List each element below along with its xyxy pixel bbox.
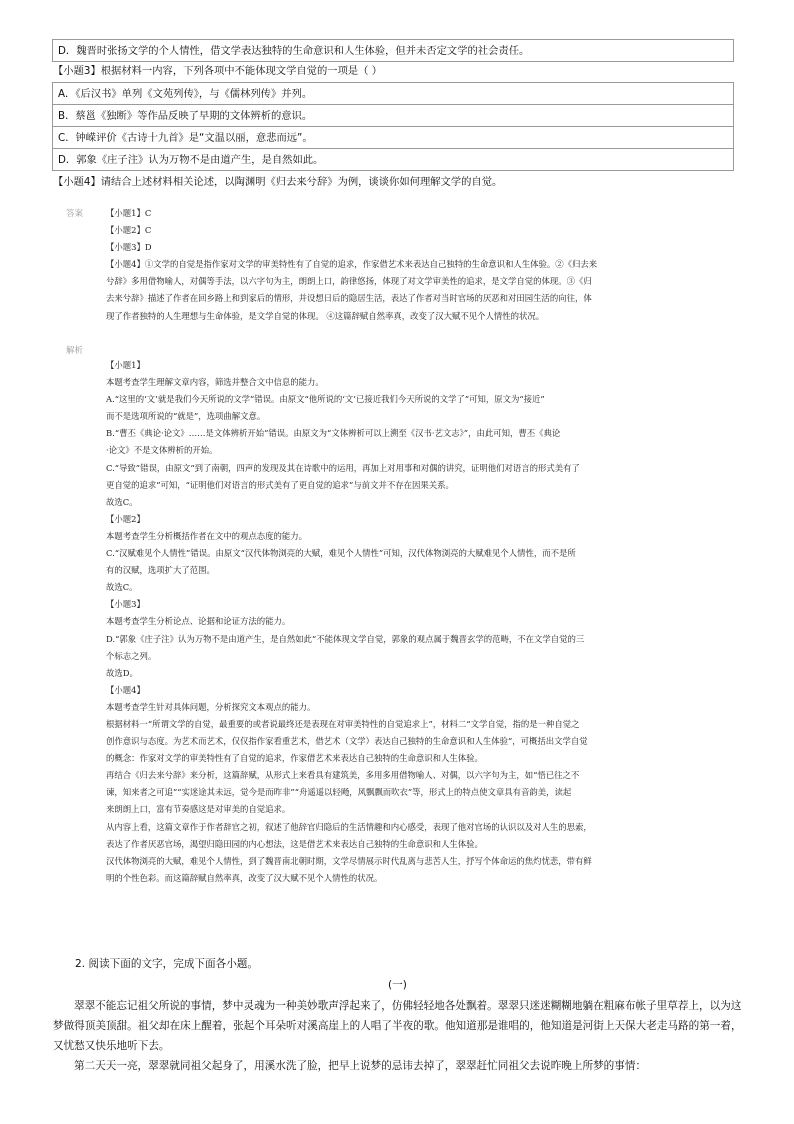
analysis-line: 故选C。 <box>106 496 138 507</box>
analysis-line: 【小题1】 <box>106 360 145 370</box>
analysis-line: 有的汉赋，选项扩大了范围。 <box>106 565 215 576</box>
analysis-line: 本题考查学生分析论点、论据和论证方法的能力。 <box>106 616 291 627</box>
answer-line: 【小题1】C <box>106 208 152 218</box>
q3-option-d[interactable] <box>52 148 734 171</box>
analysis-line: 而不是选项所说的“就是”，选项曲解文意。 <box>106 411 266 422</box>
analysis-line: 从内容上看，这篇文章作于作者辞官之初，叙述了他辞官归隐后的生活情趣和内心感受，表现了他对官场的认识以及对人生的思索， <box>106 821 592 832</box>
passage-line: 梦做得顶美顶甜。祖父却在床上醒着，张起个耳朵听对溪高崖上的人唱了半夜的歌。他知道那是谁唱的，他知道是河街上天保大老走马路的第一着， <box>53 1020 742 1032</box>
analysis-line: 故选D。 <box>106 667 138 678</box>
analysis-line: 再结合《归去来兮辞》来分析，这篇辞赋，从形式上来看具有建筑美，多用多用借物喻人、对偶，以六字句为主，如“悟已往之不 <box>106 770 580 781</box>
passage <box>53 996 743 1076</box>
analysis-line: 本题考查学生理解文章内容，筛选并整合文中信息的能力。 <box>106 377 324 388</box>
q4-stem: 【小题4】请结合上述材料相关论述，以陶渊明《归去来兮辞》为例，谈谈你如何理解文学的自觉。 <box>53 176 503 188</box>
analysis-line: 的概念：作家对文学的审美特性有了自觉的追求，作家借艺术来表达自己独特的生命意识和人生体验。 <box>106 753 483 764</box>
prev-option-d <box>52 39 734 62</box>
analysis-line: 更自觉的追求”可知，“证明他们对语言的形式美有了更自觉的追求”与前文并不存在因果关系。 <box>106 479 454 490</box>
q3-option-a[interactable] <box>52 82 734 105</box>
analysis-line: C.“导致”错误，由原文“到了南朝，四声的发现及其在诗歌中的运用，再加上对用事和对偶的讲究，证明他们对语言的形式美有了 <box>106 462 580 473</box>
passage-line: 翠翠不能忘记祖父所说的事情，梦中灵魂为一种美妙歌声浮起来了，仿佛轻轻地各处飘着。翠翠只迷迷糊糊地躺在粗麻布帐子里草荐上，以为这 <box>74 1000 742 1012</box>
q3-option-d-text: D．郭象《庄子注》认为万物不是由道产生，是自然如此。 <box>58 154 324 166</box>
q3-stem: 【小题3】根据材料一内容，下列各项中不能体现文学自觉的一项是（ ） <box>53 65 383 77</box>
analysis-line: 故选C。 <box>106 582 138 593</box>
analysis-line: 根据材料一“所谓文学的自觉，最重要的或者说最终还是表现在对审美特性的自觉追求上”，材料二“文学自觉，指的是一种自觉之 <box>106 718 580 729</box>
analysis-line: 明的个性色彩。而这篇辞赋自然率真，改变了汉大赋不见个人情性的状况。 <box>106 872 383 883</box>
answer-label: 答案 <box>66 209 84 219</box>
q3-option-c-text: C．钟嵘评价《古诗十九首》是“文温以丽，意悲而远”。 <box>58 132 313 144</box>
analysis-line: A.“这里的‘文’就是我们今天所说的文学”错误。由原文“他所说的‘文’已接近我们今天所说的文学了”可知，原文为“接近” <box>106 394 545 405</box>
q3-option-b-text: B．蔡邕《独断》等作品反映了早期的文体辨析的意识。 <box>58 110 313 122</box>
analysis-block <box>106 357 706 887</box>
analysis-line: 本题考查学生分析概括作者在文中的观点态度的能力。 <box>106 530 307 541</box>
passage-line: 第二天天一亮，翠翠就同祖父起身了，用溪水洗了脸，把早上说梦的忌讳去掉了，翠翠赶忙同祖父去说昨晚上所梦的事情： <box>74 1060 647 1072</box>
analysis-line: 来朗朗上口，富有节奏感这是对审美的自觉追求。 <box>106 804 291 815</box>
answer-line: 【小题2】C <box>106 225 152 236</box>
analysis-line: 【小题3】 <box>106 599 145 610</box>
analysis-line: C.“汉赋难见个人情性”错误。由原文“汉代体物浏亮的大赋，难见个人情性”可知，汉代体物浏亮的大赋难见个人情性，而不是所 <box>106 548 576 559</box>
analysis-line: 表达了作者厌恶官场，渴望归隐田园的内心想法，这是借艺术来表达自己独特的生命意识和人生体验。 <box>106 838 483 849</box>
prev-option-d-text: D．魏晋时张扬文学的个人情性，借文学表达独特的生命意识和人生体验，但并未否定文学的社会责任。 <box>58 45 530 57</box>
section2-part-heading: (一) <box>388 979 407 991</box>
q3-option-c[interactable] <box>52 126 734 149</box>
answer-block <box>106 205 706 325</box>
passage-line: 又忧愁又快乐地听下去。 <box>53 1040 170 1052</box>
q3-option-b[interactable] <box>52 104 734 127</box>
analysis-line: D.“郭象《庄子注》认为万物不是由道产生，是自然如此”不能体现文学自觉，郭象的观点属于魏晋玄学的范畴，不在文学自觉的三 <box>106 633 585 644</box>
q3-option-a-text: A．《后汉书》单列《文苑列传》，与《儒林列传》并列。 <box>58 88 313 100</box>
answer-line: 去来兮辞》描述了作者在回乡路上和到家后的情形，并设想日后的隐居生活，表达了作者对当时官场的厌恶和对田园生活的向往，体 <box>106 293 592 304</box>
analysis-line: 个标志之列。 <box>106 650 157 661</box>
answer-line: 【小题4】①文学的自觉是指作家对文学的审美特性有了自觉的追求，作家借艺术来表达自己独特的生命意识和人生体验。②《归去来 <box>106 259 598 270</box>
analysis-line: 汉代体物浏亮的大赋，难见个人情性，到了魏晋南北朝时期，文学尽情展示时代乱离与悲苦人生，抒写个体命运的焦灼忧悲，带有鲜 <box>106 855 592 866</box>
analysis-line: 【小题2】 <box>106 513 145 524</box>
answer-line: 【小题3】D <box>106 242 152 253</box>
analysis-line: 【小题4】 <box>106 684 145 695</box>
analysis-line: 谏，知来者之可追”“实迷途其未远，觉今是而昨非”“舟遥遥以轻飏，风飘飘而吹衣”等，形式上的特点使文章具有音韵美，读起 <box>106 787 572 798</box>
answer-line: 现了作者独特的人生理想与生命体验，是文学自觉的体现。 ④这篇辞赋自然率真，改变了汉大赋不见个人情性的状况。 <box>106 310 545 321</box>
answer-line: 兮辞》多用借物喻人，对偶等手法，以六字句为主，朗朗上口，韵律悠扬，体现了对文学审美性的追求，是文学自觉的体现。③《归 <box>106 276 592 287</box>
analysis-line: 创作意识与态度。为艺术而艺术，仅仅指作家看重艺术，借艺术（文学）表达自己独特的生命意识和人生体验”，可概括出文学自觉 <box>106 736 588 747</box>
analysis-label: 解析 <box>66 346 84 356</box>
analysis-line: 本题考查学生针对具体问题，分析探究文本观点的能力。 <box>106 701 316 712</box>
analysis-line: ·论文》不是文体辨析的开始。 <box>106 445 218 456</box>
analysis-line: B.“曹丕《典论·论文》……是文体辨析开始”错误。由原文为“文体辨析可以上溯至《汉书·艺文志》”，由此可知，曹丕《典论 <box>106 428 561 439</box>
section2-instruction: 2. 阅读下面的文字，完成下面各小题。 <box>75 958 258 970</box>
